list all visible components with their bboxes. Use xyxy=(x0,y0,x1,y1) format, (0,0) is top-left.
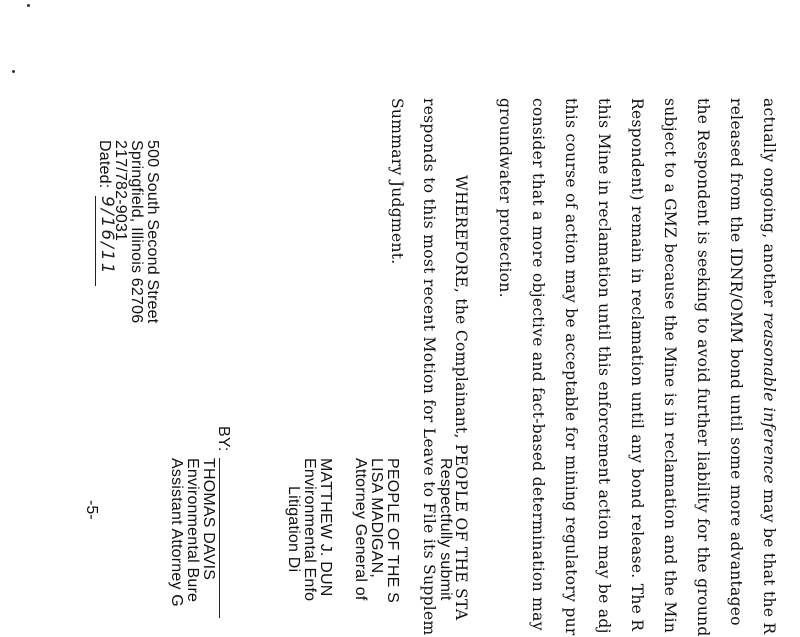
body-line-1 xyxy=(760,98,778,635)
dated-underline xyxy=(95,196,96,286)
dated-handwritten: 9/16/11 xyxy=(97,196,117,276)
dated-label: Dated: xyxy=(96,140,113,189)
environmental-bureau: Environmental Bure xyxy=(184,458,201,603)
assistant-attorney-general: Assistant Attorney G xyxy=(168,458,185,607)
people-of-the-state: PEOPLE OF THE S xyxy=(384,458,401,603)
body-line-6: this Mine in reclamation until this enforcement action may be adj xyxy=(595,98,613,634)
body-line-1-a: actually ongoing, another xyxy=(760,98,778,313)
respectfully-submitted: Respectfully submit xyxy=(437,458,454,601)
address-phone: 217/782-9031 xyxy=(112,140,129,242)
body-line-1-b: may be that the R xyxy=(760,483,778,635)
matthew-dunn: MATTHEW J. DUN xyxy=(317,458,334,597)
thomas-davis: THOMAS DAVIS xyxy=(200,458,217,581)
wherefore-line-3: Summary Judgment. xyxy=(388,98,406,265)
wherefore-line-1: WHEREFORE, the Complainant, PEOPLE OF THE STA xyxy=(452,175,470,621)
by-label: BY: xyxy=(215,426,232,452)
body-line-3: the Respondent is seeking to avoid further liability for the ground xyxy=(694,98,712,637)
body-line-4: subject to a GMZ because the Mine is in reclamation and the Min xyxy=(661,98,679,634)
body-line-9: groundwater protection. xyxy=(496,98,514,298)
address-street: 500 South Second Street xyxy=(144,140,161,324)
body-line-2: released from the IDNR/OMM bond until some more advantageo xyxy=(727,98,745,626)
signature-line xyxy=(219,458,220,618)
scan-speck xyxy=(27,4,30,7)
address-city: Springfield, Illinois 62706 xyxy=(128,140,145,324)
litigation-division: Litigation Di xyxy=(285,486,302,573)
body-line-5: Respondent) remain in reclamation until any bond release. The R xyxy=(628,98,646,632)
body-line-7: this course of action may be acceptable for mining regulatory pur xyxy=(562,98,580,636)
wherefore-line-2: responds to this most recent Motion for Leave to File its Supplem xyxy=(420,98,438,636)
emphasis-reasonable-inference: reasonable inference xyxy=(760,312,778,484)
attorney-general: Attorney General of xyxy=(352,458,369,601)
body-line-8: consider that a more objective and fact-based determination may xyxy=(529,98,547,631)
lisa-madigan: LISA MADIGAN, xyxy=(368,458,385,578)
page-number: -5- xyxy=(83,500,100,520)
environmental-enforcement: Environmental Enfo xyxy=(301,458,318,602)
scan-speck xyxy=(12,70,15,73)
